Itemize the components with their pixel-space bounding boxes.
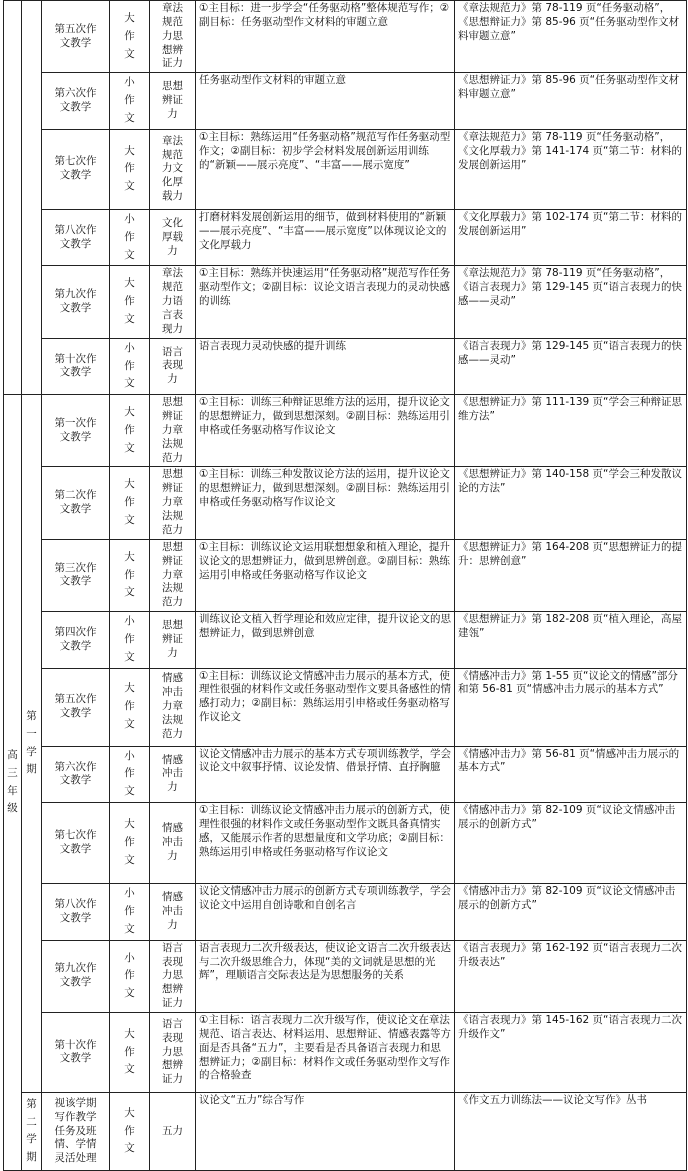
reference-cell-text: 《思想辨证力》第 85-96 页“任务驱动型作文材料审题立意” (458, 74, 680, 101)
ability-cell-text: 五力 (162, 1124, 183, 1137)
reference-cell-text: 《情感冲击力》第 1-55 页“议论文的情感”部分和第 56-81 页“情感冲击力展示的基本方式” (458, 669, 678, 696)
essay-type-text: 大作文 (124, 478, 135, 527)
essay-type (110, 539, 150, 611)
reference-cell (455, 395, 687, 467)
table-row (4, 612, 687, 669)
essay-type-text: 小作文 (124, 749, 135, 798)
reference-cell-text: 《情感冲击力》第 82-109 页“议论文情感冲击展示的创新方式” (458, 804, 676, 830)
essay-type (110, 612, 150, 669)
ability-cell (150, 467, 196, 539)
lesson-number-text: 第八次作文教学 (54, 898, 97, 924)
content-cell-text: ①主目标：训练三种辩证思维方法的运用，提升议论文的思想辨证力，做到思想深刻。②副目标：熟练运用引申格或任务驱动格写作议论文 (199, 396, 450, 436)
reference-cell (455, 266, 687, 338)
content-cell-text: ①主目标：训练议论文情感冲击力展示的基本方式，使理性很强的材料作文或任务驱动型作文要具备感性的情感打动力；②副目标：熟练运用引申格或任务驱动格写作议论文 (199, 669, 451, 724)
content-cell (196, 395, 455, 467)
content-cell-text: 议论文情感冲击力展示的创新方式专项训练教学，学会议论文中运用自创诗歌和自创名言 (199, 885, 451, 911)
curriculum-table (3, 0, 687, 1171)
essay-type-text: 大作文 (124, 682, 135, 731)
lesson-number (42, 266, 110, 338)
content-cell (196, 467, 455, 539)
lesson-number (42, 129, 110, 209)
content-cell (196, 940, 455, 1012)
ability-cell (150, 539, 196, 611)
content-cell-text: 议论文“五力”综合写作 (199, 1093, 305, 1106)
essay-type-text: 大作文 (124, 1106, 135, 1155)
content-cell-text: 打磨材料发展创新运用的细节，做到材料使用的“新颖——展示亮度”、“丰富——展示宽度”以体现议论文的文化厚载力 (199, 210, 447, 251)
lesson-number (42, 539, 110, 611)
reference-cell-text: 《章法规范力》第 78-119 页“任务驱动格”，《语言表现力》第 129-145 页“语言表现力的快感——灵动” (458, 267, 682, 308)
ability-cell-text: 情感冲击力 (162, 822, 183, 863)
content-cell (196, 668, 455, 746)
reference-cell-text: 《情感冲击力》第 82-109 页“议论文情感冲击展示的创新方式” (458, 885, 676, 911)
lesson-number-text: 第十次作文教学 (54, 352, 97, 379)
reference-cell (455, 746, 687, 803)
term-blank-cell (22, 1, 42, 395)
ability-cell-text: 语言表现力思想辨证力 (162, 1017, 183, 1086)
content-cell-text: ①主目标：熟练并快速运用“任务驱动格”规范写作任务驱动型作文；②副目标：议论文语言表现力的灵动快感的训练 (199, 267, 451, 308)
lesson-number-text: 第四次作文教学 (54, 625, 97, 652)
table-row (4, 129, 687, 209)
reference-cell-text: 《语言表现力》第 162-192 页“语言表现力二次升级表达” (458, 941, 682, 968)
essay-type (110, 209, 150, 266)
reference-cell (455, 539, 687, 611)
term-cell-text: 第二学期 (26, 1097, 37, 1164)
table-row (4, 746, 687, 803)
reference-cell (455, 209, 687, 266)
ability-cell (150, 612, 196, 669)
essay-type-text: 小作文 (124, 341, 135, 390)
table-row (4, 338, 687, 395)
ability-cell (150, 884, 196, 941)
lesson-number-text: 第一次作文教学 (54, 416, 97, 443)
content-cell-text: ①主目标：训练议论文情感冲击力展示的创新方式，使理性很强的材料作文或任务驱动型作文既具备真情实感，又能展示作者的思想量度和文学功底；②副目标：熟练运用引申格或任务驱动格写作议论文 (199, 804, 450, 858)
grade-blank-cell (4, 1, 22, 395)
reference-cell (455, 884, 687, 941)
reference-cell-text: 《语言表现力》第 145-162 页“语言表现力二次升级作文” (458, 1013, 682, 1040)
lesson-number (42, 884, 110, 941)
content-cell (196, 129, 455, 209)
essay-type-text: 大作文 (124, 144, 135, 193)
ability-cell-text: 情感冲击力 (162, 891, 183, 931)
lesson-number (42, 612, 110, 669)
lesson-number (42, 940, 110, 1012)
content-cell-text: 任务驱动型作文材料的审题立意 (199, 74, 346, 87)
content-cell-text: 议论文情感冲击力展示的基本方式专项训练教学，学会议论文中叙事抒情、议论发情、借景抒情、直抒胸臆 (199, 747, 451, 774)
essay-type (110, 884, 150, 941)
table-row (4, 803, 687, 884)
lesson-number-text: 第八次作文教学 (54, 223, 97, 250)
grade-cell-text: 高三年级 (7, 748, 18, 815)
ability-cell-text: 思想辨证力章法规范力 (162, 396, 183, 464)
ability-cell-text: 章法规范力语言表现力 (162, 267, 183, 335)
content-cell (196, 1012, 455, 1092)
essay-type (110, 803, 150, 884)
content-cell-text: 训练议论文植入哲学理论和效应定律，提升议论文的思想辨证力，做到思辨创意 (199, 613, 451, 639)
reference-cell-text: 《情感冲击力》第 56-81 页“情感冲击力展示的基本方式” (458, 747, 680, 774)
lesson-number (42, 803, 110, 884)
essay-type (110, 668, 150, 746)
ability-cell (150, 338, 196, 395)
reference-cell-text: 《思想辨证力》第 140-158 页“学会三种发散议论的方法” (458, 468, 682, 495)
term-cell (22, 395, 42, 1093)
essay-type (110, 266, 150, 338)
ability-cell (150, 266, 196, 338)
ability-cell (150, 395, 196, 467)
content-cell-text: ①主目标：进一步学会“任务驱动格”整体规范写作；②副目标：任务驱动型作文材料的审题立意 (199, 2, 450, 28)
lesson-number (42, 1012, 110, 1092)
content-cell-text: ①主目标：训练三种发散议论方法的运用，提升议论文的思想辨证力，做到思想深刻。②副目标：熟练运用引申格或任务驱动格写作议论文 (199, 468, 450, 509)
reference-cell (455, 803, 687, 884)
lesson-number-text: 第七次作文教学 (54, 829, 97, 856)
table-row (4, 1092, 687, 1170)
lesson-number (42, 1092, 110, 1170)
ability-cell (150, 129, 196, 209)
content-cell (196, 539, 455, 611)
lesson-number-text: 第三次作文教学 (54, 561, 97, 588)
essay-type-text: 小作文 (124, 76, 135, 124)
essay-type (110, 1012, 150, 1092)
essay-type (110, 467, 150, 539)
reference-cell-text: 《思想辨证力》第 164-208 页“思想辨证力的提升：思辨创意” (458, 540, 682, 567)
reference-cell-text: 《作文五力训练法——议论文写作》丛书 (458, 1093, 647, 1106)
reference-cell (455, 940, 687, 1012)
essay-type-text: 大作文 (124, 277, 135, 325)
content-cell (196, 1, 455, 73)
content-cell (196, 803, 455, 884)
ability-cell (150, 940, 196, 1012)
ability-cell (150, 73, 196, 130)
lesson-number (42, 668, 110, 746)
lesson-number-text: 第六次作文教学 (54, 760, 97, 787)
ability-cell (150, 1012, 196, 1092)
content-cell-text: ①主目标：熟练运用“任务驱动格”规范写作任务驱动型作文；②副目标：初步学会材料发展创新运用训练的“新颖——展示亮度”、“丰富——展示宽度” (199, 130, 451, 171)
table-row (4, 395, 687, 467)
content-cell-text: 语言表现力二次升级表达，使议论文语言二次升级表达与二次升级思维合力，体现“美的文词就是思想的光辉”，理顺语言交际表达是为思想服务的关系 (199, 941, 451, 982)
lesson-number-text: 第五次作文教学 (54, 693, 97, 720)
ability-cell-text: 情感冲击力章法规范力 (162, 672, 183, 740)
table-row (4, 668, 687, 746)
essay-type (110, 746, 150, 803)
lesson-number (42, 467, 110, 539)
essay-type-text: 小作文 (124, 951, 135, 1000)
content-cell (196, 338, 455, 395)
lesson-number (42, 746, 110, 803)
reference-cell (455, 73, 687, 130)
essay-type-text: 大作文 (124, 550, 135, 599)
table-row (4, 940, 687, 1012)
table-row (4, 884, 687, 941)
term-cell (22, 1092, 42, 1170)
content-cell (196, 266, 455, 338)
essay-type-text: 小作文 (124, 615, 135, 663)
content-cell (196, 612, 455, 669)
ability-cell (150, 803, 196, 884)
content-cell (196, 746, 455, 803)
ability-cell (150, 668, 196, 746)
essay-type-text: 大作文 (124, 818, 135, 867)
reference-cell (455, 467, 687, 539)
ability-cell-text: 语言表现力思想辨证力 (162, 941, 183, 1010)
reference-cell-text: 《章法规范力》第 78-119 页“任务驱动格”，《思想辩证力》第 85-96 页“任务驱动型作文材料审题立意” (458, 2, 680, 42)
lesson-number (42, 73, 110, 130)
ability-cell-text: 章法规范力文化厚载力 (162, 134, 183, 203)
ability-cell (150, 209, 196, 266)
essay-type-text: 小作文 (124, 212, 135, 261)
ability-cell-text: 思想辨证力 (162, 80, 183, 120)
ability-cell-text: 文化厚载力 (162, 216, 183, 257)
lesson-number-text: 第九次作文教学 (54, 288, 97, 314)
lesson-number (42, 1, 110, 73)
lesson-number (42, 209, 110, 266)
ability-cell-text: 思想辨证力章法规范力 (162, 468, 183, 536)
term-cell-text: 第一学期 (26, 709, 37, 776)
table-row (4, 73, 687, 130)
reference-cell (455, 1, 687, 73)
reference-cell (455, 129, 687, 209)
essay-type (110, 1092, 150, 1170)
table-row (4, 266, 687, 338)
content-cell (196, 1092, 455, 1170)
ability-cell-text: 思想辨证力 (162, 619, 183, 659)
reference-cell (455, 1012, 687, 1092)
content-cell-text: 语言表现力灵动快感的提升训练 (199, 339, 346, 352)
essay-type-text: 大作文 (124, 11, 135, 60)
ability-cell-text: 思想辨证力章法规范力 (162, 540, 183, 609)
table-row (4, 539, 687, 611)
table-row (4, 1, 687, 73)
lesson-number-text: 第二次作文教学 (54, 489, 97, 516)
reference-cell-text: 《文化厚载力》第 102-174 页“第二节：材料的发展创新运用” (458, 210, 682, 237)
ability-cell-text: 语言表现力 (162, 345, 183, 386)
lesson-number-text: 第十次作文教学 (54, 1038, 97, 1065)
table-row (4, 209, 687, 266)
reference-cell (455, 1092, 687, 1170)
reference-cell-text: 《章法规范力》第 78-119 页“任务驱动格”，《文化厚载力》第 141-174 页“第二节：材料的发展创新运用” (458, 130, 682, 171)
reference-cell (455, 612, 687, 669)
content-cell-text: ①主目标：语言表现力二次升级写作，使议论文在章法规范、语言表达、材料运用、思想辩证、情感表露等方面是否具备“五力”，主要看是否具备语言表现力和思想辨证力；②副目标：材料作文或任务驱动型作文写作的合格验查 (199, 1013, 451, 1082)
ability-cell-text: 章法规范力思想辨证力 (162, 2, 183, 70)
lesson-number-text: 第六次作文教学 (54, 87, 97, 114)
essay-type-text: 大作文 (124, 406, 135, 454)
ability-cell-text: 情感冲击力 (162, 753, 183, 794)
essay-type (110, 1, 150, 73)
lesson-number (42, 395, 110, 467)
content-cell (196, 73, 455, 130)
essay-type-text: 大作文 (124, 1027, 135, 1076)
essay-type-text: 小作文 (124, 887, 135, 935)
reference-cell (455, 338, 687, 395)
reference-cell-text: 《思想辨证力》第 111-139 页“学会三种辩证思维方法” (458, 396, 682, 423)
essay-type (110, 940, 150, 1012)
essay-type (110, 395, 150, 467)
content-cell-text: ①主目标：训练议论文运用联想想象和植入理论，提升议论文的思想辨证力，做到思辨创意。②副目标：熟练运用引申格或任务驱动格写作议论文 (199, 540, 450, 581)
reference-cell-text: 《思想辨证力》第 182-208 页“植入理论，高屋建瓴” (458, 613, 682, 639)
essay-type (110, 73, 150, 130)
lesson-number-text: 第九次作文教学 (54, 962, 97, 989)
content-cell (196, 209, 455, 266)
content-cell (196, 884, 455, 941)
lesson-number-text: 第七次作文教学 (54, 155, 97, 182)
table-row (4, 1012, 687, 1092)
ability-cell (150, 1092, 196, 1170)
lesson-number-text: 第五次作文教学 (54, 22, 97, 49)
ability-cell (150, 1, 196, 73)
lesson-number (42, 338, 110, 395)
essay-type (110, 129, 150, 209)
reference-cell (455, 668, 687, 746)
lesson-number-text: 视该学期写作教学任务及班情、学情灵活处理 (54, 1096, 97, 1165)
ability-cell (150, 746, 196, 803)
essay-type (110, 338, 150, 395)
grade-cell (4, 395, 22, 1171)
table-row (4, 467, 687, 539)
reference-cell-text: 《语言表现力》第 129-145 页“语言表现力的快感——灵动” (458, 339, 682, 366)
